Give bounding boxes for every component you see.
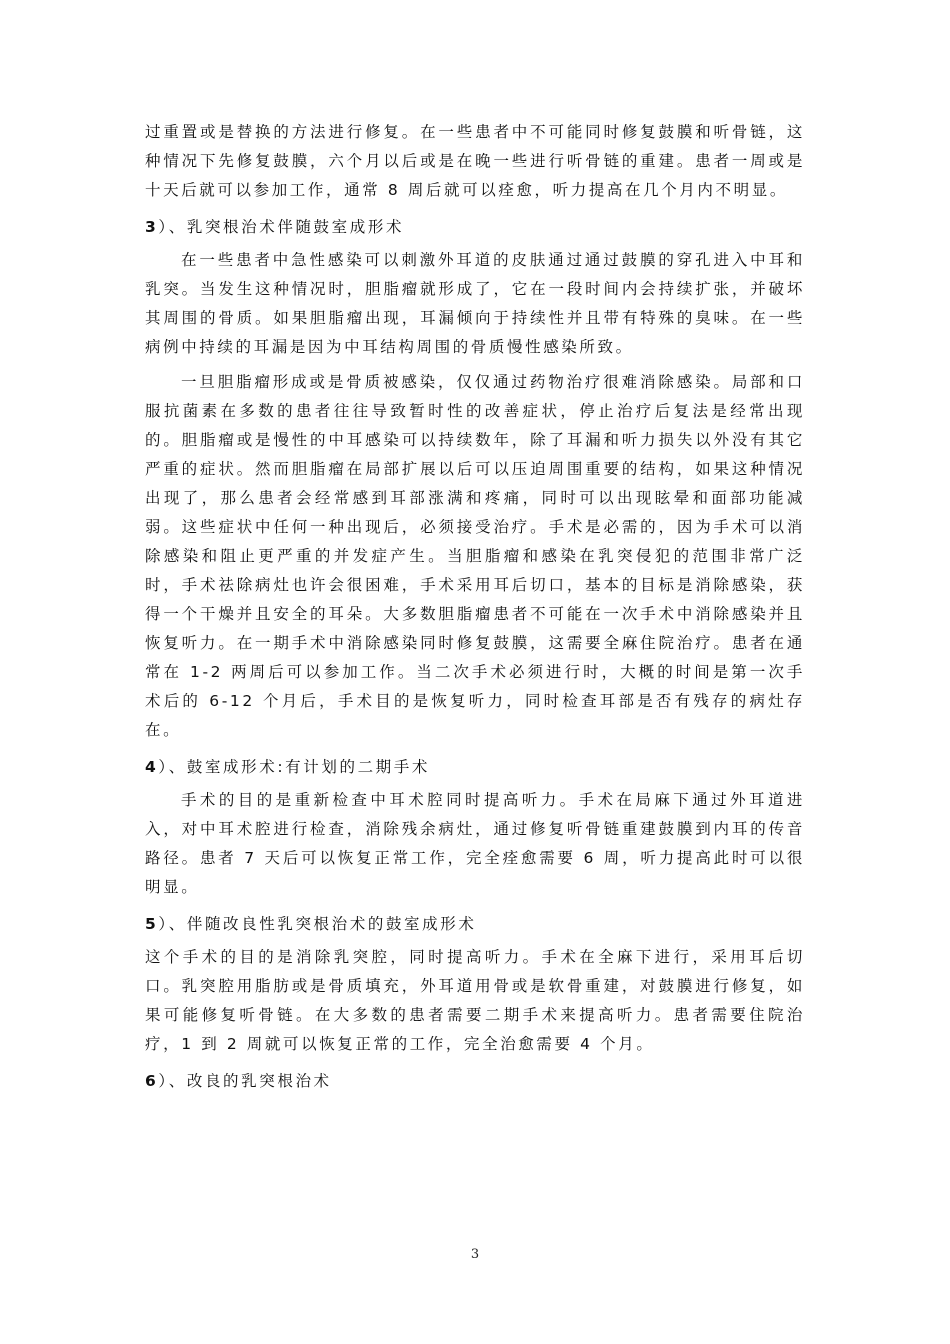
section-number: 5 <box>145 915 159 933</box>
paragraph: 这个手术的目的是消除乳突腔，同时提高听力。手术在全麻下进行，采用耳后切口。乳突腔用脂肪或是骨质填充，外耳道用骨或是软骨重建，对鼓膜进行修复，如果可能修复听骨链。在大多数的患者需要二期手术来提高听力。患者需要住院治疗，1 到 2 周就可以恢复正常的工作，完全治愈需要 4 个月。 <box>145 948 805 1053</box>
paragraph: 在一些患者中急性感染可以刺激外耳道的皮肤通过通过鼓膜的穿孔进入中耳和乳突。当发生这种情况时，胆脂瘤就形成了，它在一段时间内会持续扩张，并破坏其周围的骨质。如果胆脂瘤出现，耳漏倾向于持续性并且带有特殊的臭味。在一些病例中持续的耳漏是因为中耳结构周围的骨质慢性感染所致。 <box>145 251 805 356</box>
section-heading-4 <box>145 753 805 782</box>
section-title: ）、改良的乳突根治术 <box>158 1072 332 1090</box>
section-number: 4 <box>145 758 159 776</box>
section-number: 3 <box>145 218 159 236</box>
section-title: ）、鼓室成形术:有计划的二期手术 <box>158 758 430 776</box>
section-heading-3 <box>145 213 805 242</box>
section-title: ）、伴随改良性乳突根治术的鼓室成形术 <box>158 915 477 933</box>
paragraph-continuation: 过重置或是替换的方法进行修复。在一些患者中不可能同时修复鼓膜和听骨链，这种情况下先修复鼓膜，六个月以后或是在晚一些进行听骨链的重建。患者一周或是十天后就可以参加工作，通常 8 周后就可以痊愈，听力提高在几个月内不明显。 <box>145 123 805 199</box>
paragraph: 手术的目的是重新检查中耳术腔同时提高听力。手术在局麻下通过外耳道进入，对中耳术腔进行检查，消除残余病灶，通过修复听骨链重建鼓膜到内耳的传音路径。患者 7 天后可以恢复正常工作，完全痊愈需要 6 周，听力提高此时可以很明显。 <box>145 791 805 896</box>
section-heading-5 <box>145 910 805 939</box>
page-number: 3 <box>470 1247 480 1262</box>
section-heading-6 <box>145 1067 805 1096</box>
document-body <box>145 118 805 1100</box>
section-title: ）、乳突根治术伴随鼓室成形术 <box>158 218 405 236</box>
section-number: 6 <box>145 1072 159 1090</box>
paragraph: 一旦胆脂瘤形成或是骨质被感染，仅仅通过药物治疗很难消除感染。局部和口服抗菌素在多数的患者往往导致暂时性的改善症状，停止治疗后复法是经常出现的。胆脂瘤或是慢性的中耳感染可以持续数年，除了耳漏和听力损失以外没有其它严重的症状。然而胆脂瘤在局部扩展以后可以压迫周围重要的结构，如果这种情况出现了，那么患者会经常感到耳部涨满和疼痛，同时可以出现眩晕和面部功能减弱。这些症状中任何一种出现后，必须接受治疗。手术是必需的，因为手术可以消除感染和阻止更严重的并发症产生。当胆脂瘤和感染在乳突侵犯的范围非常广泛时，手术祛除病灶也许会很困难，手术采用耳后切口，基本的目标是消除感染，获得一个干燥并且安全的耳朵。大多数胆脂瘤患者不可能在一次手术中消除感染并且恢复听力。在一期手术中消除感染同时修复鼓膜，这需要全麻住院治疗。患者在通常在 1-2 两周后可以参加工作。当二次手术必须进行时，大概的时间是第一次手术后的 6-12 个月后，手术目的是恢复听力，同时检查耳部是否有残存的病灶存在。 <box>145 373 805 739</box>
